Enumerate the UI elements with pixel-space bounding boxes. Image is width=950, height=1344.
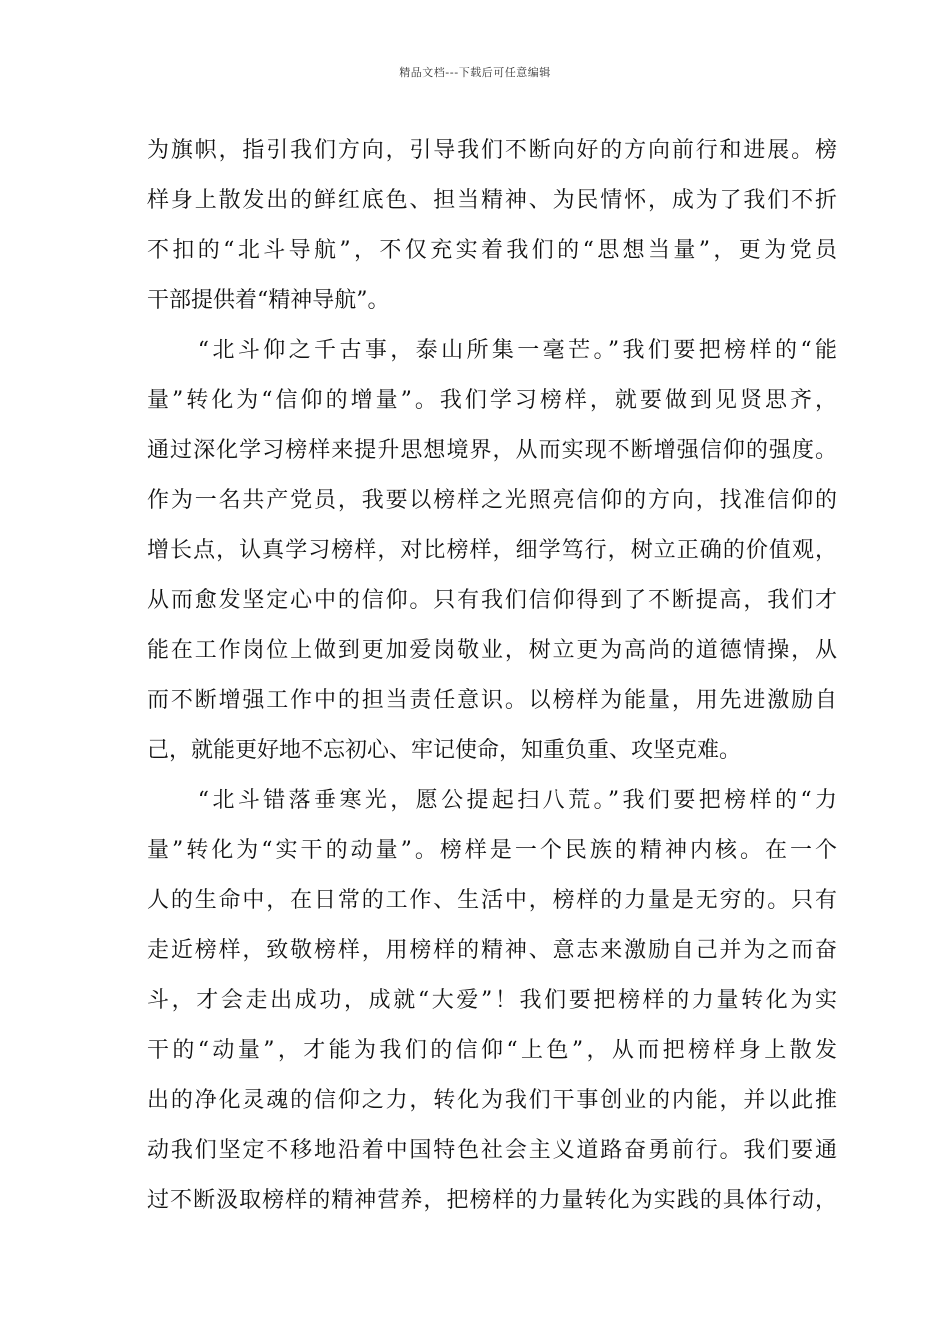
text-line: 干的“动量”，才能为我们的信仰“上色”，从而把榜样身上散发 — [147, 1038, 837, 1063]
text-line: 斗，才会走出成功，成就“大爱”！我们要把榜样的力量转化为实 — [147, 988, 837, 1013]
text-line: 人的生命中，在日常的工作、生活中，榜样的力量是无穷的。只有 — [147, 888, 837, 913]
text-line: 作为一名共产党员，我要以榜样之光照亮信仰的方向，找准信仰的 — [147, 488, 837, 513]
text-line: 不扣的“北斗导航”，不仅充实着我们的“思想当量”，更为党员 — [147, 238, 837, 263]
text-line: 增长点，认真学习榜样，对比榜样，细学笃行，树立正确的价值观， — [147, 538, 837, 563]
text-line: 而不断增强工作中的担当责任意识。以榜样为能量，用先进激励自 — [147, 688, 837, 713]
text-line: “北斗错落垂寒光，愿公提起扫八荒。”我们要把榜样的“力 — [147, 788, 837, 813]
text-line: 为旗帜，指引我们方向，引导我们不断向好的方向前行和进展。榜 — [147, 138, 837, 163]
text-line: 量”转化为“信仰的增量”。我们学习榜样，就要做到见贤思齐， — [147, 388, 837, 413]
text-line: 从而愈发坚定心中的信仰。只有我们信仰得到了不断提高，我们才 — [147, 588, 837, 613]
text-line: 动我们坚定不移地沿着中国特色社会主义道路奋勇前行。我们要通 — [147, 1138, 837, 1163]
text-line: 走近榜样，致敬榜样，用榜样的精神、意志来激励自己并为之而奋 — [147, 938, 837, 963]
text-line: 干部提供着“精神导航”。 — [147, 288, 390, 313]
text-line: 能在工作岗位上做到更加爱岗敬业，树立更为高尚的道德情操，从 — [147, 638, 837, 663]
text-line: 己，就能更好地不忘初心、牢记使命，知重负重、攻坚克难。 — [147, 738, 742, 763]
text-line: 样身上散发出的鲜红底色、担当精神、为民情怀，成为了我们不折 — [147, 188, 837, 213]
text-line: 量”转化为“实干的动量”。榜样是一个民族的精神内核。在一个 — [147, 838, 837, 863]
text-line: 通过深化学习榜样来提升思想境界，从而实现不断增强信仰的强度。 — [147, 438, 837, 463]
text-line: 过不断汲取榜样的精神营养，把榜样的力量转化为实践的具体行动， — [147, 1188, 837, 1213]
text-line: “北斗仰之千古事，泰山所集一毫芒。”我们要把榜样的“能 — [147, 338, 837, 363]
text-line: 出的净化灵魂的信仰之力，转化为我们干事创业的内能，并以此推 — [147, 1088, 837, 1113]
page-header: 精品文档---下载后可任意编辑 — [399, 66, 551, 79]
